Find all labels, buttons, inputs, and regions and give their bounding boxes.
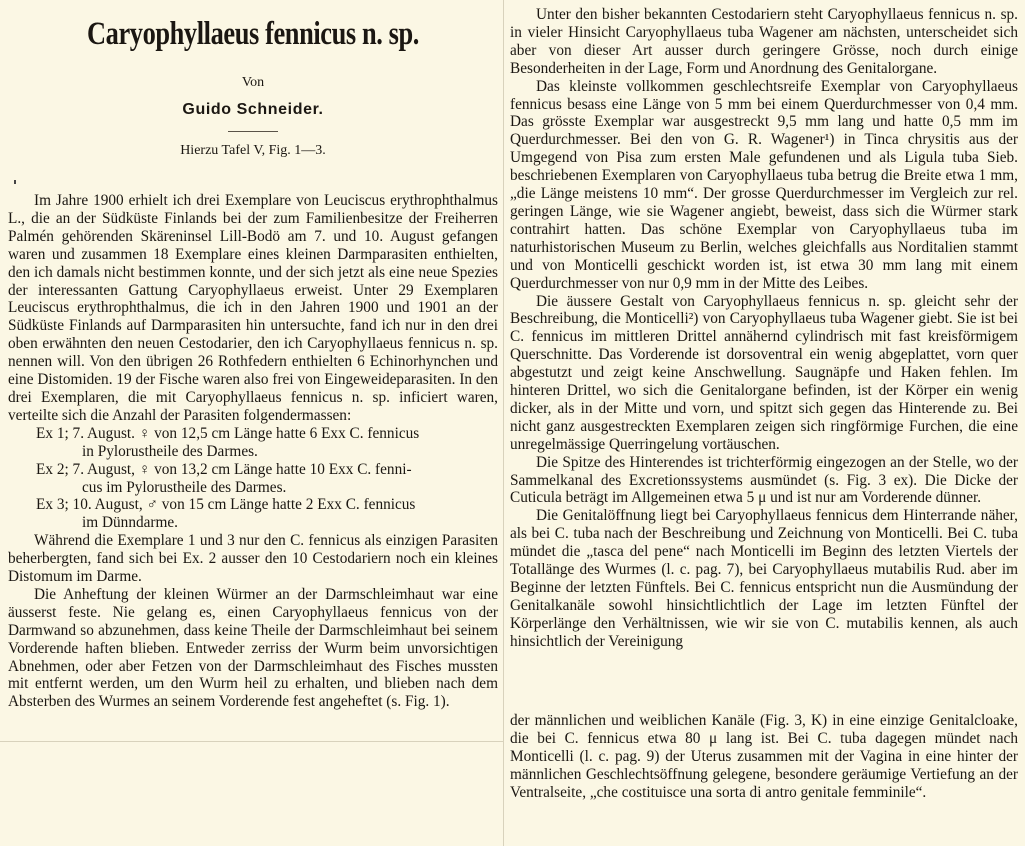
paragraph: der männlichen und weiblichen Kanäle (Fig. 3, K) in eine einzige Genitalcloake, die bei C. fennicus etwa 80 μ lang ist. Bei C. tuba dagegen mündet nach Monticelli (l. c. pag. 9) der Uterus zusammen mit der Vagina in eine hinter der männlichen Geschlechtsöffnung gelegene, besondere geräumige Vertiefung an der Ventralseite, „che costituisce una sorta di antro genitale femminile“.: [510, 712, 1018, 801]
paragraph: Die äussere Gestalt von Caryophyllaeus fennicus n. sp. gleicht sehr der Beschreibung, die Monticelli²) von Caryophyllaeus tuba Wagener giebt. Sie ist bei C. fennicus im mittleren Drittel annähernd cylindrisch mit fast kreisförmigem Querschnitte. Das Vorderende ist dorsoventral ein wenig abgeplattet, vorn quer abgestutzt und zeigt keine Anschwellung. Saugnäpfe und Haken fehlen. Im hinteren Drittel, wo sich die Genitalorgane befinden, ist der Körper ein wenig dicker, als in der Mitte und vorn, und spitzt sich gegen das Hinterende zu. Bei nicht ganz ausgestreckten Exemplaren zeigen sich ringförmige Furchen, die eine unregelmässige Querringelung vortäuschen.: [510, 292, 1018, 453]
right-body-text: [510, 6, 1018, 651]
example-line: Ex 3; 10. August, ♂ von 15 cm Länge hatte 2 Exx C. fennicus: [36, 496, 416, 514]
right-page-column: [510, 6, 1018, 651]
title-divider: [228, 131, 278, 132]
continuation-body-text: [510, 712, 1018, 802]
article-title: Caryophyllaeus fennicus n. sp.: [86, 16, 420, 52]
paragraph: Während die Exemplare 1 und 3 nur den C. fennicus als einzigen Parasiten beherbergten, fand sich bei Ex. 2 ausser den 10 Cestodariern noch ein kleines Distomum im Darme.: [8, 532, 498, 586]
page-edge-vertical-lower: [503, 712, 504, 846]
example-line: Ex 1; 7. August. ♀ von 12,5 cm Länge hatte 6 Exx C. fennicus: [36, 424, 420, 442]
example-line-cont: in Pylorustheile des Darmes.: [82, 442, 258, 460]
paragraph: Die Anheftung der kleinen Würmer an der Darmschleimhaut war eine äusserst feste. Nie gelang es, einen Caryophyllaeus fennicus von der Darmwand so abzunehmen, dass keine Theile der Darmschleimhaut bei seinem Vorderende haften blieben. Entweder zerriss der Wurm beim unvorsichtigen Abnehmen, oder aber Fetzen von der Darmschleimhaut des Fisches mussten mit entfernt werden, um den Wurm heil zu erhalten, und blieben nach dem Absterben des Wurmes an seinem Vorderende fest angeheftet (s. Fig. 1).: [8, 585, 498, 711]
byline: Von: [241, 75, 265, 90]
example-line: Ex 2; 7. August, ♀ von 13,2 cm Länge hatte 10 Exx C. fenni-: [36, 460, 412, 478]
plate-reference: Hierzu Tafel V, Fig. 1—3.: [180, 143, 326, 158]
example-line-cont: cus im Pylorustheile des Darmes.: [82, 478, 287, 496]
continuation-text-block: [510, 712, 1018, 802]
example-entry: [8, 496, 498, 532]
example-line-cont: im Dünndarme.: [82, 514, 179, 532]
author-name: Guido Schneider.: [182, 101, 324, 118]
paragraph: Die Spitze des Hinterendes ist trichterförmig eingezogen an der Stelle, wo der Sammelkanal des Excretionssystems ausmündet (s. Fig. 3 ex). Die Dicke der Cuticula beträgt im Allgemeinen etwa 5 μ und ist nur am Vorderende dünner.: [510, 453, 1018, 507]
left-body-text: [8, 192, 498, 711]
left-page-column: [8, 8, 498, 711]
example-entry: [8, 461, 498, 497]
page-edge-horizontal: [0, 741, 503, 742]
paragraph: Das kleinste vollkommen geschlechtsreife Exemplar von Caryophyllaeus fennicus besass eine Länge von 5 mm bei einem Querdurchmesser von 0,4 mm. Das grösste Exemplar war ausgestreckt 9,5 mm lang und hatte 0,5 mm im Querdurchmesser. Bei den von G. R. Wagener¹) in Tinca chrysitis aus der Umgegend von Pisa zum ersten Male gefundenen und als Ligula tuba Sieb. beschriebenen Exemplaren von Caryophyllaeus tuba betrug die Breite etwa 1 mm, „die Länge meistens 10 mm“. Der grosse Querdurchmesser im Vergleich zur rel. geringen Länge, wie sie Wagener angiebt, beweist, dass sich die Würmer stark contrahirt hatten. Das schöne Exemplar von Caryophyllaeus tuba im naturhistorischen Museum zu Berlin, welches gleichfalls aus Norditalien stammt und von Monticelli geschickt worden ist, ist etwa 30 mm lang mit einem Querdurchmesser von nur 0,9 mm in der Mitte des Leibes.: [510, 77, 1018, 292]
paragraph: Unter den bisher bekannten Cestodariern steht Caryophyllaeus fennicus n. sp. in vieler Hinsicht Caryophyllaeus tuba Wagener am nächsten, unterscheidet sich aber von dieser Art ausser durch geringere Grösse, noch durch einige Besonderheiten in der Lage, Form und Anordnung des Genitalorgane.: [510, 6, 1018, 77]
page-edge-vertical: [503, 0, 504, 712]
paragraph: Die Genitalöffnung liegt bei Caryophyllaeus fennicus dem Hinterrande näher, als bei C. tuba nach der Beschreibung und Zeichnung von Monticelli. Bei C. tuba mündet die „tasca del pene“ nach Monticelli im Beginn des letzten Viertels der Totallänge des Wurmes (l. c. pag. 7), bei Caryophyllaeus mutabilis Rud. aber im Beginne der letzten Fünftels. Bei C. fennicus entspricht nun die Ausmündung der Genitalkanäle sowohl hinsichtlichtlich der Lage im letzten Fünftel der Körperlänge den Verhältnissen, wie wir sie von C. mutabilis kennen, als auch hinsichtlich der Vereinigung: [510, 507, 1018, 650]
paragraph: Im Jahre 1900 erhielt ich drei Exemplare von Leuciscus erythrophthalmus L., die an der Südküste Finlands bei der zum Familienbesitze der Freiherren Palmén gehörenden Skäreninsel Lill-Bodö am 7. und 10. August gefangen waren und zusammen 18 Exemplare eines kleinen Darmparasiten enthielten, den ich damals nicht bestimmen konnte, und der sich jetzt als eine neue Spezies der interessanten Gattung Caryophyllaeus erweist. Unter 29 Exemplaren Leuciscus erythrophthalmus, die ich in den Jahren 1900 und 1901 an der Südküste Finlands auf Darmparasiten hin untersuchte, fand ich nur in den drei oben erwähnten den neuen Cestodarier, den ich Caryophyllaeus fennicus n. sp. nennen will. Von den übrigen 26 Rothfedern enthielten 6 Echinorhynchen und eine Distomiden. 19 der Fische waren also frei von Eingeweideparasiten. In den drei Exemplaren, die mit Caryophyllaeus fennicus n. sp. inficiert waren, verteilte sich die Anzahl der Parasiten folgendermassen:: [8, 192, 498, 424]
example-entry: [8, 425, 498, 461]
